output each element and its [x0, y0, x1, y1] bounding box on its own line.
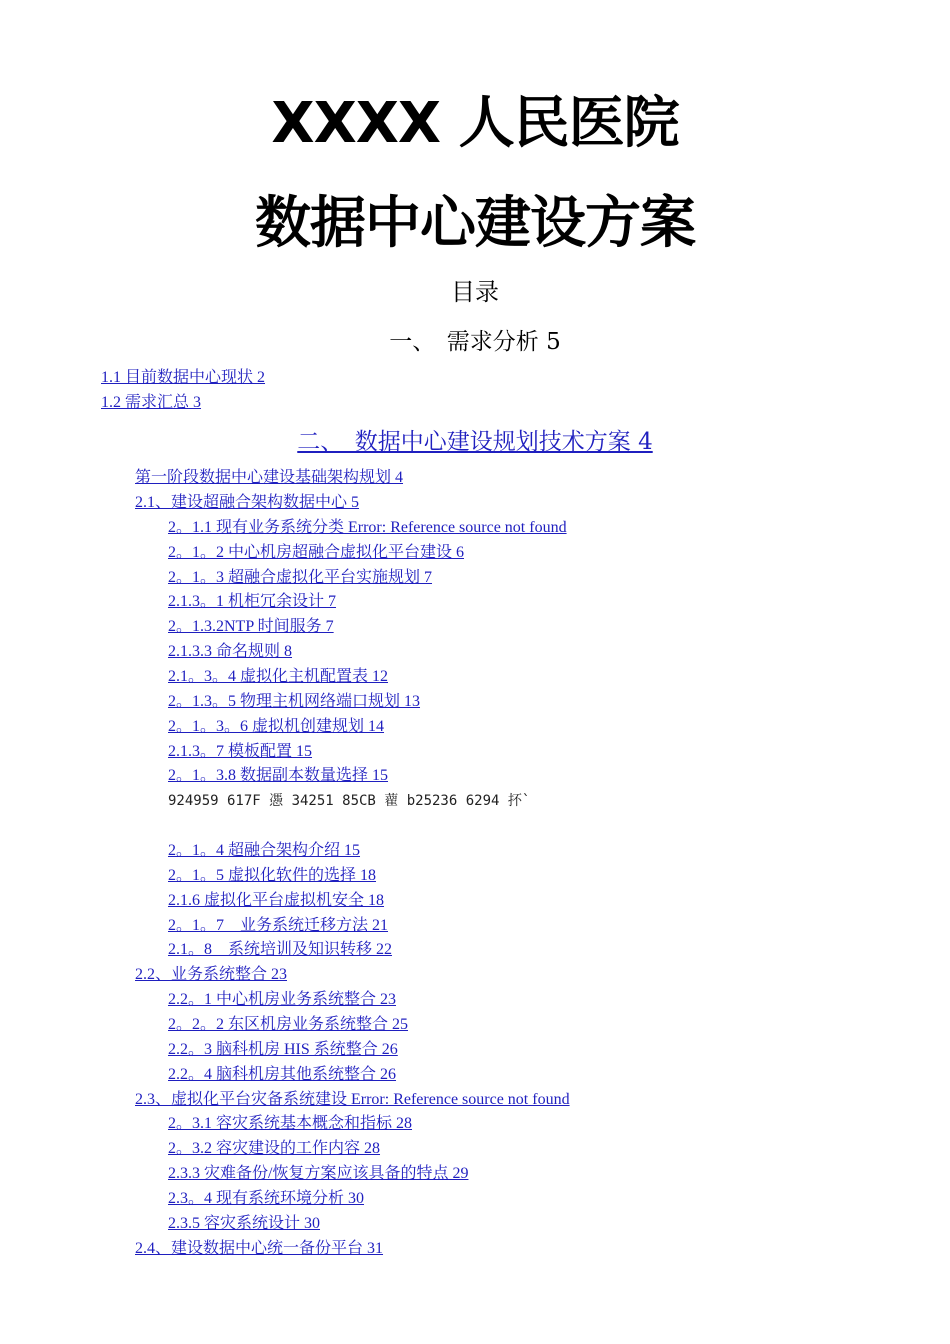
toc-link[interactable]: 1.2 需求汇总 3: [101, 394, 202, 411]
toc-link[interactable]: 2。3.1 容灾系统基本概念和指标 28: [168, 1115, 413, 1132]
toc-link[interactable]: 2.1、建设超融合架构数据中心 5: [135, 494, 360, 511]
toc-section-1: 一、 需求分析 5: [389, 329, 561, 355]
toc-link[interactable]: 2.1。8 系统培训及知识转移 22: [168, 941, 393, 958]
toc-link[interactable]: 2。1。4 超融合架构介绍 15: [168, 842, 361, 859]
toc-link[interactable]: 2。1。3。6 虚拟机创建规划 14: [168, 718, 385, 735]
toc-link[interactable]: 2。3.2 容灾建设的工作内容 28: [168, 1140, 381, 1157]
toc-link[interactable]: 2。2。2 东区机房业务系统整合 25: [168, 1016, 409, 1033]
toc-link[interactable]: 2。1。3.8 数据副本数量选择 15: [168, 767, 389, 784]
document-title-line2: 数据中心建设方案: [255, 191, 695, 256]
document-title-line1: XXXX 人民医院: [271, 91, 679, 156]
toc-link[interactable]: 2.3。4 现有系统环境分析 30: [168, 1190, 365, 1207]
toc-link[interactable]: 2。1.3.2NTP 时间服务 7: [168, 618, 334, 635]
toc-link[interactable]: 2。1。2 中心机房超融合虚拟化平台建设 6: [168, 544, 465, 561]
toc-link[interactable]: 2.1.3.3 命名规则 8: [168, 643, 293, 660]
toc-link[interactable]: 2。1.3。5 物理主机网络端口规划 13: [168, 693, 421, 710]
toc-link[interactable]: 第一阶段数据中心建设基础架构规划 4: [135, 469, 404, 486]
toc-link[interactable]: 1.1 目前数据中心现状 2: [101, 369, 266, 386]
toc-link[interactable]: 2。1.1 现有业务系统分类 Error: Reference source not found: [168, 519, 567, 536]
toc-link[interactable]: 2.1。3。4 虚拟化主机配置表 12: [168, 668, 389, 685]
toc-link[interactable]: 2.2。4 脑科机房其他系统整合 26: [168, 1066, 397, 1083]
toc-link[interactable]: 2.1.6 虚拟化平台虚拟机安全 18: [168, 892, 385, 909]
toc-link[interactable]: 2.2。3 脑科机房 HIS 系统整合 26: [168, 1041, 398, 1058]
toc-link[interactable]: 2.2、业务系统整合 23: [135, 966, 288, 983]
toc-link[interactable]: 2.3.5 容灾系统设计 30: [168, 1215, 321, 1232]
toc-link[interactable]: 2.4、建设数据中心统一备份平台 31: [135, 1240, 384, 1257]
toc-heading: 目录: [451, 278, 499, 306]
toc-link[interactable]: 2。1。5 虚拟化软件的选择 18: [168, 867, 377, 884]
toc-link[interactable]: 2.1.3。1 机柜冗余设计 7: [168, 593, 337, 610]
toc-link[interactable]: 2.3、虚拟化平台灾备系统建设 Error: Reference source not found: [135, 1091, 570, 1108]
toc-section-2-link[interactable]: 二、 数据中心建设规划技术方案 4: [297, 429, 653, 455]
toc-link[interactable]: 2.1.3。7 模板配置 15: [168, 743, 313, 760]
toc-link[interactable]: 2.2。1 中心机房业务系统整合 23: [168, 991, 397, 1008]
toc-link[interactable]: 2。1。3 超融合虚拟化平台实施规划 7: [168, 569, 433, 586]
toc-link[interactable]: 2。1。7 业务系统迁移方法 21: [168, 917, 389, 934]
toc-link[interactable]: 2.3.3 灾难备份/恢复方案应该具备的特点 29: [168, 1165, 469, 1182]
garbled-text-line: 924959 617F 慿 34251 85CB 藋 b25236 6294 抔`: [168, 793, 531, 809]
